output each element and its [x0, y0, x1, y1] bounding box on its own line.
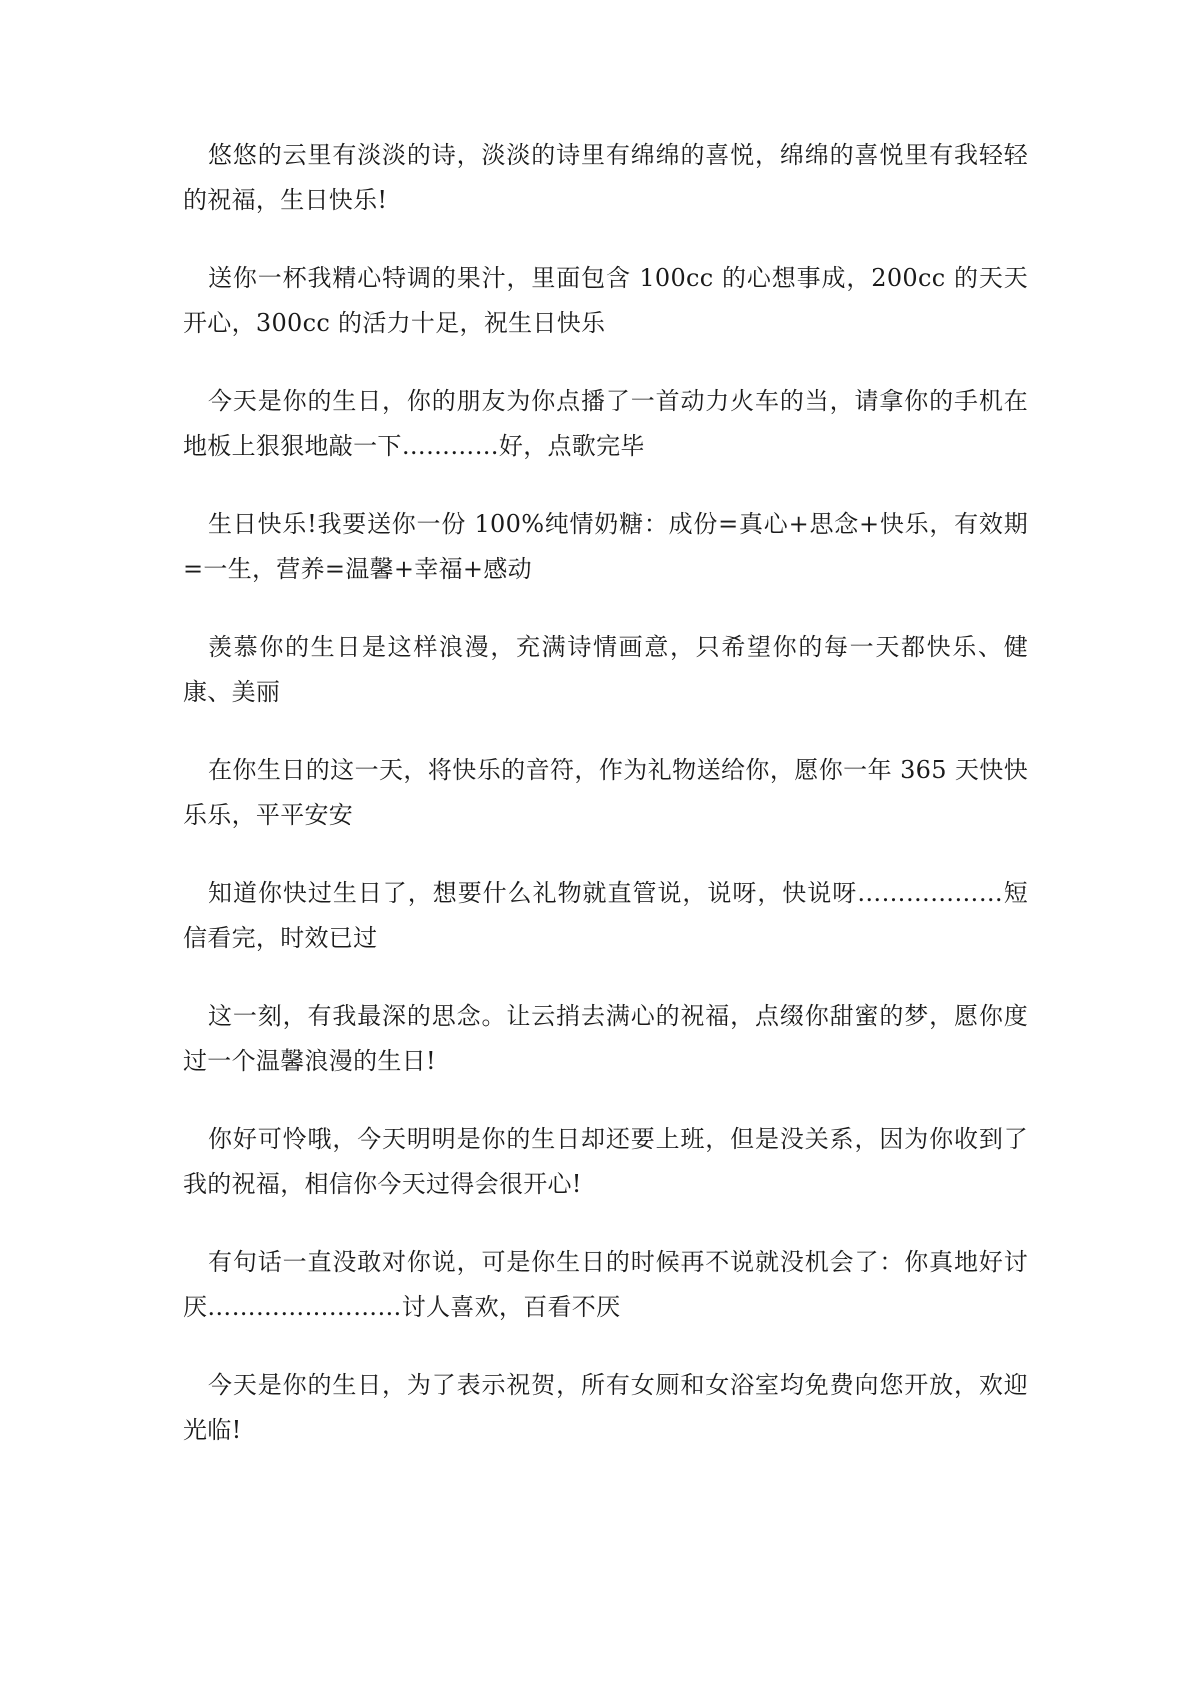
- paragraph-2: 送你一杯我精心特调的果汁，里面包含 100cc 的心想事成，200cc 的天天开心，300cc 的活力十足，祝生日快乐: [183, 264, 1028, 337]
- paragraph-5: 羡慕你的生日是这样浪漫，充满诗情画意，只希望你的每一天都快乐、健康、美丽: [183, 633, 1028, 706]
- paragraph-10: 有句话一直没敢对你说，可是你生日的时候再不说就没机会了：你真地好讨厌……………………讨人喜欢，百看不厌: [183, 1248, 1028, 1321]
- paragraph-1: 悠悠的云里有淡淡的诗，淡淡的诗里有绵绵的喜悦，绵绵的喜悦里有我轻轻的祝福，生日快乐!: [183, 141, 1028, 214]
- paragraph-6: 在你生日的这一天，将快乐的音符，作为礼物送给你，愿你一年 365 天快快乐乐，平平安安: [183, 756, 1028, 829]
- document-body: [183, 133, 1028, 1486]
- paragraph-4: 生日快乐!我要送你一份 100%纯情奶糖：成份=真心+思念+快乐，有效期=一生，营养=温馨+幸福+感动: [183, 510, 1028, 583]
- paragraph-3: 今天是你的生日，你的朋友为你点播了一首动力火车的当，请拿你的手机在地板上狠狠地敲一下…………好，点歌完毕: [183, 387, 1028, 460]
- paragraph-11: 今天是你的生日，为了表示祝贺，所有女厕和女浴室均免费向您开放，欢迎光临!: [183, 1371, 1028, 1444]
- paragraph-8: 这一刻，有我最深的思念。让云捎去满心的祝福，点缀你甜蜜的梦，愿你度过一个温馨浪漫的生日!: [183, 1002, 1028, 1075]
- paragraph-9: 你好可怜哦，今天明明是你的生日却还要上班，但是没关系，因为你收到了我的祝福，相信你今天过得会很开心!: [183, 1125, 1028, 1198]
- paragraph-7: 知道你快过生日了，想要什么礼物就直管说，说呀，快说呀………………短信看完，时效已过: [183, 879, 1028, 952]
